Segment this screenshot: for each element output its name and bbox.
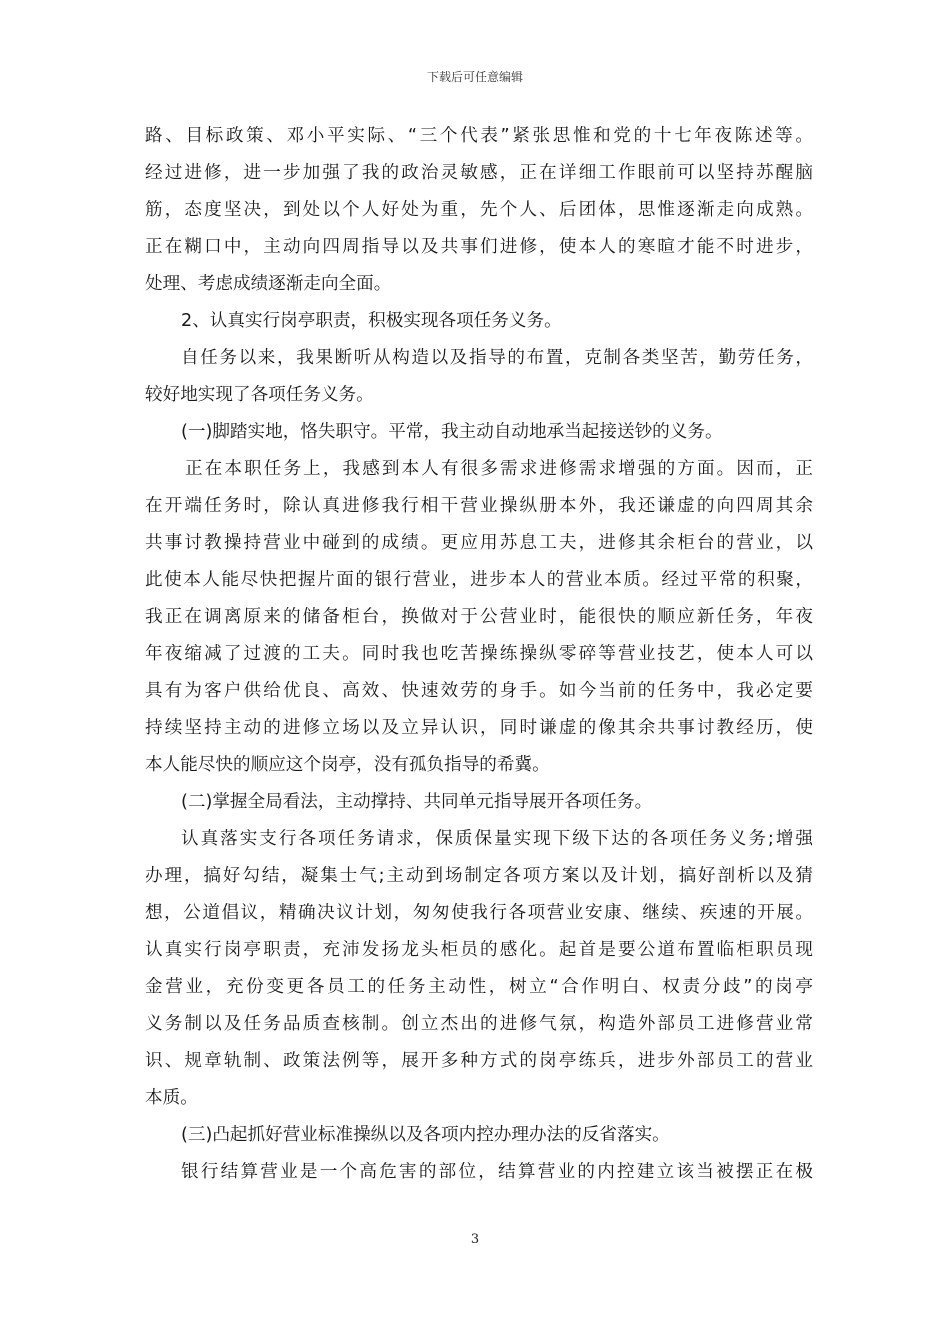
text-line: 筋，态度坚决，到处以个人好处为重，先个人、后团体，思惟逐渐走向成熟。: [145, 200, 813, 220]
text-line: 2、认真实行岗亭职责，积极实现各项任务义务。: [181, 311, 562, 331]
text-line: 此使本人能尽快把握片面的银行营业，进步本人的营业本质。经过平常的积聚，: [145, 570, 813, 590]
text-line: 义务制以及任务品质查核制。创立杰出的进修气氛，构造外部员工进修营业常: [145, 1014, 813, 1034]
page-header: 下载后可任意编辑: [426, 70, 523, 84]
text-line: 办理，搞好勾结，凝集士气;主动到场制定各项方案以及计划，搞好剖析以及猜: [145, 866, 813, 886]
text-line: 具有为客户供给优良、高效、快速效劳的身手。如今当前的任务中，我必定要: [145, 681, 813, 701]
text-line: 识、规章轨制、政策法例等，展开多种方式的岗亭练兵，进步外部员工的营业: [145, 1051, 813, 1071]
text-line: 较好地实现了各项任务义务。: [145, 385, 374, 405]
text-line: 我正在调离原来的储备柜台，换做对于公营业时，能很快的顺应新任务，年夜: [145, 607, 813, 627]
text-line: 金营业，充份变更各员工的任务主动性，树立“合作明白、权责分歧”的岗亭: [145, 977, 813, 997]
text-line: 认真落实支行各项任务请求，保质保量实现下级下达的各项任务义务;增强: [181, 829, 813, 849]
text-line: 经过进修，进一步加强了我的政治灵敏感，正在详细工作眼前可以坚持苏醒脑: [145, 163, 813, 183]
text-line: 认真实行岗亭职责，充沛发扬龙头柜员的感化。起首是要公道布置临柜职员现: [145, 940, 813, 960]
text-line: (一)脚踏实地，恪失职守。平常，我主动自动地承当起接送钞的义务。: [181, 422, 723, 442]
text-line: 本质。: [145, 1088, 198, 1108]
text-line: 共事讨教操持营业中碰到的成绩。更应用苏息工夫，进修其余柜台的营业，以: [145, 533, 813, 553]
text-line: 自任务以来，我果断听从构造以及指导的布置，克制各类坚苦，勤劳任务，: [181, 348, 813, 368]
text-line: 在开端任务时，除认真进修我行相干营业操纵册本外，我还谦虚的向四周其余: [145, 496, 813, 516]
text-line: 正在糊口中，主动向四周指导以及共事们进修，使本人的寒暄才能不时进步，: [145, 237, 813, 257]
text-line: 处理、考虑成绩逐渐走向全面。: [145, 274, 392, 294]
text-line: 持续坚持主动的进修立场以及立异认识，同时谦虚的像其余共事讨教经历，使: [145, 718, 813, 738]
text-line: 想，公道倡议，精确决议计划，匆匆使我行各项营业安康、继续、疾速的开展。: [145, 903, 813, 923]
text-line: 年夜缩减了过渡的工夫。同时我也吃苦操练操纵零碎等营业技艺，使本人可以: [145, 644, 813, 664]
text-line: 银行结算营业是一个高危害的部位，结算营业的内控建立该当被摆正在极: [181, 1162, 813, 1182]
text-line: (二)掌握全局看法，主动撑持、共同单元指导展开各项任务。: [181, 792, 653, 812]
text-line: 本人能尽快的顺应这个岗亭，没有孤负指导的希冀。: [145, 755, 550, 775]
document-body: [145, 118, 813, 1191]
text-line: 正在本职任务上，我感到本人有很多需求进修需求增强的方面。因而，正: [185, 459, 813, 479]
page-number: 3: [470, 1232, 480, 1247]
text-line: (三)凸起抓好营业标准操纵以及各项内控办理办法的反省落实。: [181, 1125, 670, 1145]
text-line: 路、目标政策、邓小平实际、“三个代表”紧张思惟和党的十七年夜陈述等。: [145, 126, 813, 146]
